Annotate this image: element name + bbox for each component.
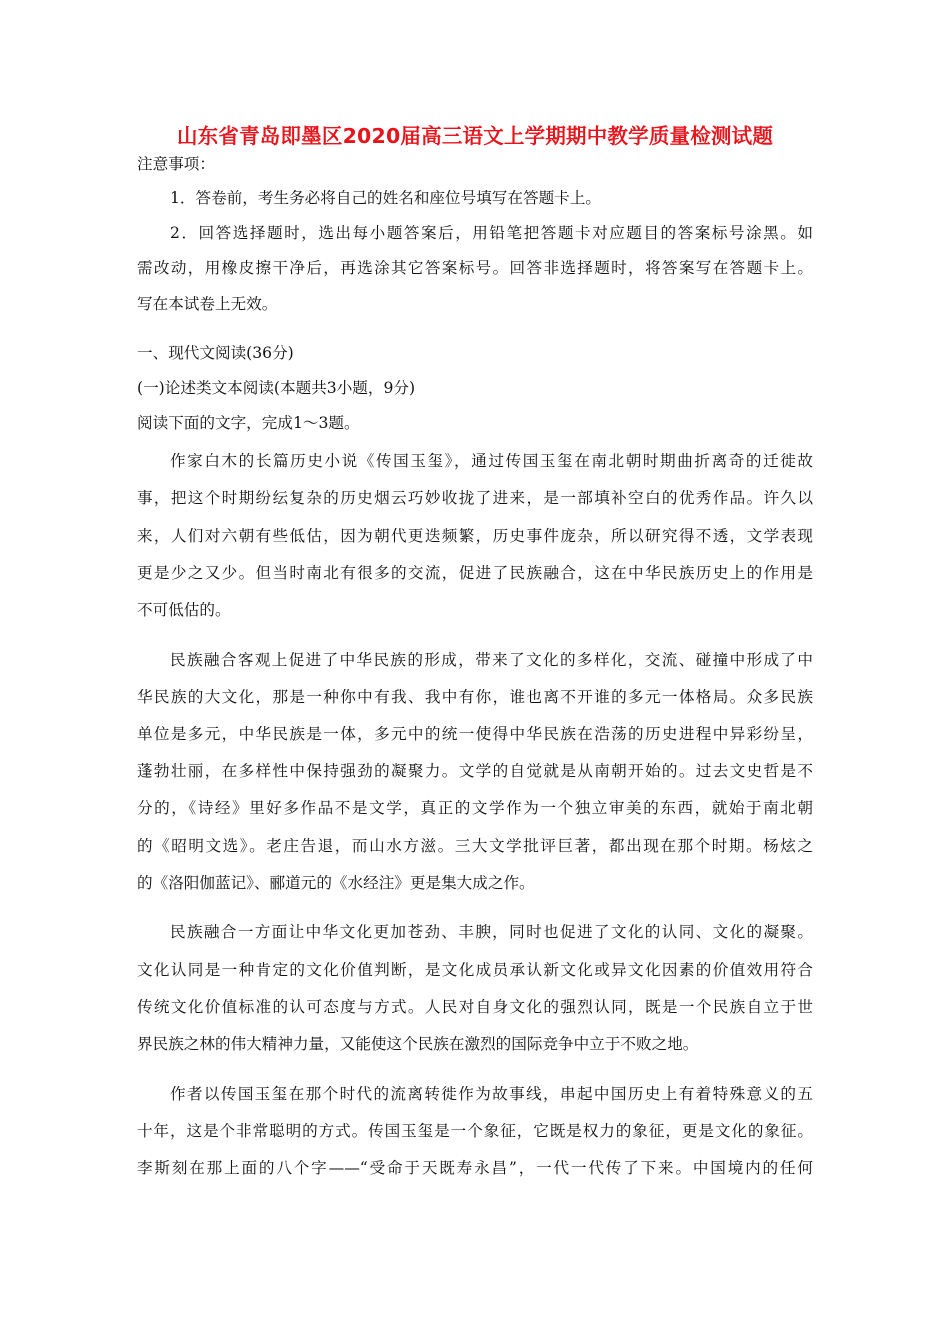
notice-item-2-line-3: 写在本试卷上无效。	[137, 295, 278, 313]
notice-heading: 注意事项：	[137, 155, 215, 173]
notice-item-2-line-1: 2．回答选择题时，选出每小题答案后，用铅笔把答题卡对应题目的答案标号涂黑。如	[170, 224, 813, 242]
passage-p3-line: 传统文化价值标准的认可态度与方式。人民对自身文化的强烈认同，既是一个民族自立于世	[137, 998, 813, 1016]
passage-p4-line: 作者以传国玉玺在那个时代的流离转徙作为故事线，串起中国历史上有着特殊意义的五	[170, 1085, 813, 1103]
section-instruction: 阅读下面的文字，完成1～3题。	[137, 414, 360, 432]
section-heading: 一、现代文阅读(36分)	[137, 344, 294, 362]
passage-p2-line: 的《洛阳伽蓝记》、郦道元的《水经注》更是集大成之作。	[137, 874, 535, 892]
passage-p2-line: 的《昭明文选》。老庄告退，而山水方滋。三大文学批评巨著，都出现在那个时期。杨炫之	[137, 837, 813, 855]
passage-p1-line: 更是少之又少。但当时南北有很多的交流，促进了民族融合，这在中华民族历史上的作用是	[137, 564, 813, 582]
passage-p3-line: 文化认同是一种肯定的文化价值判断，是文化成员承认新文化或异文化因素的价值效用符合	[137, 961, 813, 979]
passage-p1-line: 事，把这个时期纷纭复杂的历史烟云巧妙收拢了进来，是一部填补空白的优秀作品。许久以	[137, 489, 813, 507]
notice-item-2-line-2: 需改动，用橡皮擦干净后，再选涂其它答案标号。回答非选择题时，将答案写在答题卡上。	[137, 259, 813, 277]
notice-item-1: 1．答卷前，考生务必将自己的姓名和座位号填写在答题卡上。	[170, 189, 601, 207]
passage-p2-line: 华民族的大文化，那是一种你中有我、我中有你，谁也离不开谁的多元一体格局。众多民族	[137, 688, 813, 706]
passage-p1-line: 作家白木的长篇历史小说《传国玉玺》，通过传国玉玺在南北朝时期曲折离奇的迁徙故	[170, 452, 813, 470]
passage-p4-line: 李斯刻在那上面的八个字——“受命于天既寿永昌”，一代一代传了下来。中国境内的任何	[137, 1159, 813, 1177]
passage-p3-line: 民族融合一方面让中华文化更加苍劲、丰腴，同时也促进了文化的认同、文化的凝聚。	[170, 923, 813, 941]
passage-p2-line: 单位是多元，中华民族是一体，多元中的统一使得中华民族在浩荡的历史进程中异彩纷呈，	[137, 725, 813, 743]
passage-p2-line: 分的，《诗经》里好多作品不是文学，真正的文学作为一个独立审美的东西，就始于南北朝	[137, 799, 813, 817]
document-title: 山东省青岛即墨区2020届高三语文上学期期中教学质量检测试题	[176, 124, 774, 148]
passage-p4-line: 十年，这是个非常聪明的方式。传国玉玺是一个象征，它既是权力的象征，更是文化的象征。	[137, 1122, 813, 1140]
passage-p2-line: 民族融合客观上促进了中华民族的形成，带来了文化的多样化，交流、碰撞中形成了中	[170, 651, 813, 669]
passage-p3-line: 界民族之林的伟大精神力量，又能使这个民族在激烈的国际竞争中立于不败之地。	[137, 1035, 699, 1053]
passage-p1-line: 不可低估的。	[137, 601, 231, 619]
passage-p1-line: 来，人们对六朝有些低估，因为朝代更迭频繁，历史事件庞杂，所以研究得不透，文学表现	[137, 527, 813, 545]
passage-p2-line: 蓬勃壮丽，在多样性中保持强劲的凝聚力。文学的自觉就是从南朝开始的。过去文史哲是不	[137, 762, 813, 780]
section-subheading: (一)论述类文本阅读(本题共3小题，9分)	[137, 379, 416, 397]
